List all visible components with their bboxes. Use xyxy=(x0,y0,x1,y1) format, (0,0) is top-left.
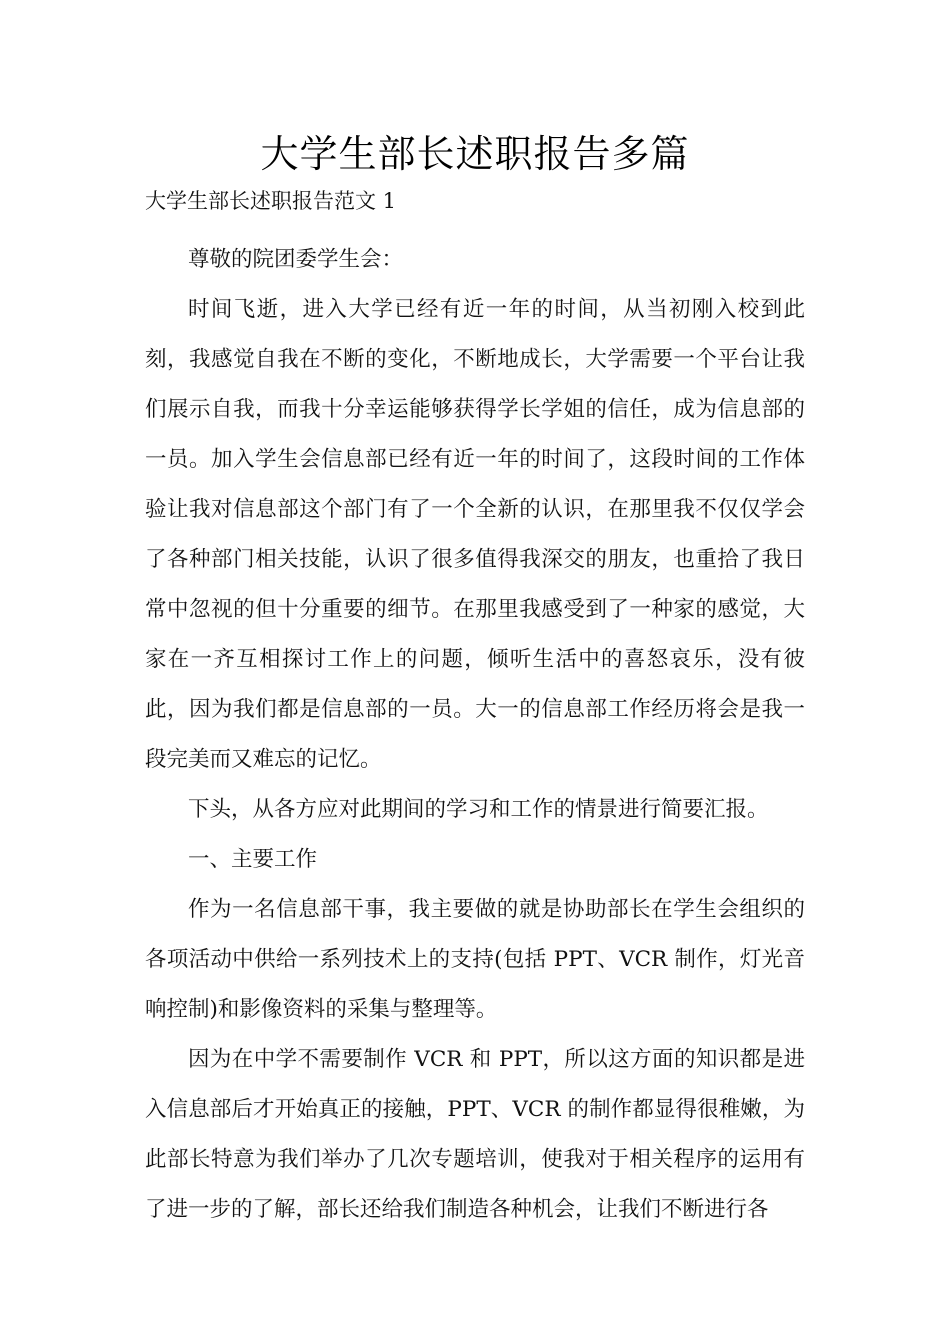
body-paragraph: 因为在中学不需要制作 VCR 和 PPT，所以这方面的知识都是进入信息部后才开始真正的接触，PPT、VCR 的制作都显得很稚嫩，为此部长特意为我们举办了几次专题培训，使我对于相关程序的运用有了进一步的了解，部长还给我们制造各种机会，让我们不断进行各 xyxy=(145,1047,805,1222)
body-paragraph: 下头，从各方应对此期间的学习和工作的情景进行简要汇报。 xyxy=(188,797,769,822)
salutation-paragraph: 尊敬的院团委学生会： xyxy=(188,247,404,272)
body-paragraph: 作为一名信息部干事，我主要做的就是协助部长在学生会组织的各项活动中供给一系列技术上的支持(包括 PPT、VCR 制作，灯光音响控制)和影像资料的采集与整理等。 xyxy=(145,897,805,1022)
document-body xyxy=(145,235,805,1235)
body-paragraph: 时间飞逝，进入大学已经有近一年的时间，从当初刚入校到此刻，我感觉自我在不断的变化，不断地成长，大学需要一个平台让我们展示自我，而我十分幸运能够获得学长学姐的信任，成为信息部的一员。加入学生会信息部已经有近一年的时间了，这段时间的工作体验让我对信息部这个部门有了一个全新的认识，在那里我不仅仅学会了各种部门相关技能，认识了很多值得我深交的朋友，也重拾了我日常中忽视的但十分重要的细节。在那里我感受到了一种家的感觉，大家在一齐互相探讨工作上的问题，倾听生活中的喜怒哀乐，没有彼此，因为我们都是信息部的一员。大一的信息部工作经历将会是我一段完美而又难忘的记忆。 xyxy=(145,297,805,772)
section-heading: 一、主要工作 xyxy=(188,847,318,872)
document-subtitle: 大学生部长述职报告范文 1 xyxy=(145,189,397,213)
document-title: 大学生部长述职报告多篇 xyxy=(260,132,690,176)
